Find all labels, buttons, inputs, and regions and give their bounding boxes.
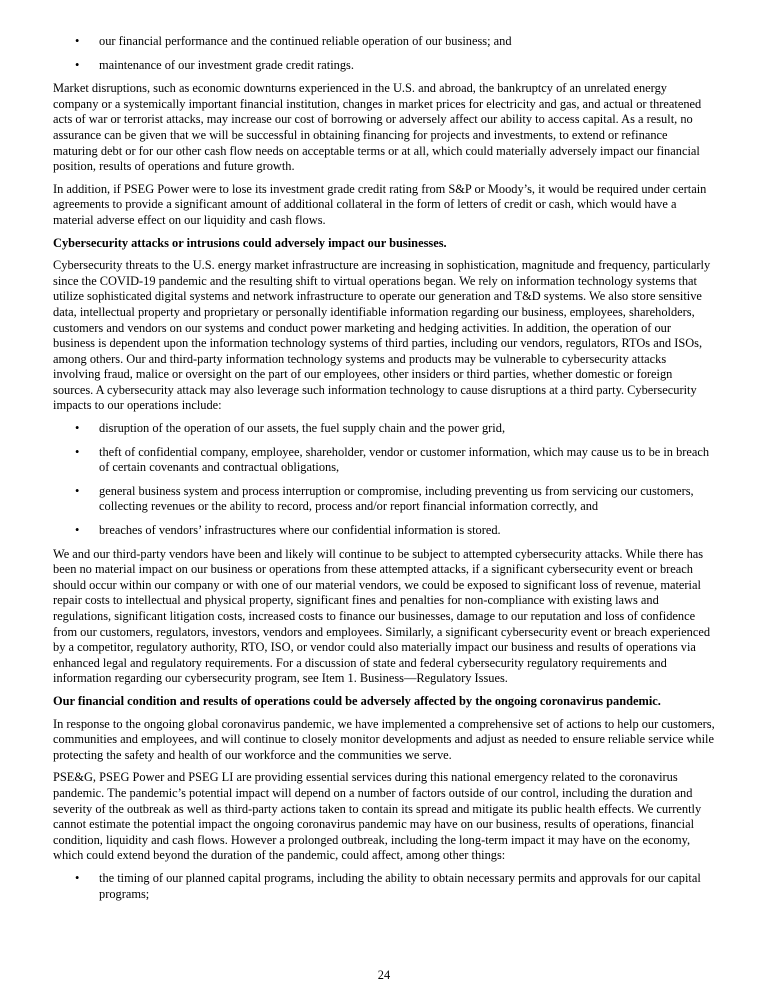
bullet-icon: • bbox=[75, 870, 80, 885]
bullet-icon: • bbox=[75, 483, 80, 498]
bullet-icon: • bbox=[75, 57, 80, 72]
list-item bbox=[53, 34, 715, 50]
section-heading: Our financial condition and results of operations could be adversely affected by the ongoing coronavirus pandemic. bbox=[53, 693, 661, 708]
list-item-text: theft of confidential company, employee, shareholder, vendor or customer information, which may cause us to be in breach of certain covenants and contractual obligations, bbox=[99, 444, 710, 475]
list-item-text: general business system and process interruption or compromise, including preventing us from servicing our customers, collecting revenues or the ability to record, process and/or report financial information correctly, and bbox=[99, 483, 694, 514]
paragraph: Cybersecurity threats to the U.S. energy market infrastructure are increasing in sophistication, magnitude and frequency, particularly since the COVID-19 pandemic and the resulting shift to virtual operations began. We rely on information technology systems that utilize sophisticated digital systems and network infrastructure to operate our generation and T&D systems. We also store sensitive data, intellectual property and proprietary or personally identifiable information regarding our business, employees, shareholders, customers and vendors on our systems and conduct power marketing and hedging activities. In addition, the operation of our business is dependent upon the information technology systems of third parties, including our vendors, regulators, RTOs and ISOs, among others. Our and third-party information technology systems and products may be vulnerable to cybersecurity attacks involving fraud, malice or oversight on the part of our employees, other insiders or third parties, whether domestic or foreign sources. A cybersecurity attack may also leverage such information technology to cause disruptions at a third party. Cybersecurity impacts to our operations include: bbox=[53, 258, 711, 413]
paragraph: In response to the ongoing global coronavirus pandemic, we have implemented a comprehensive set of actions to help our customers, communities and employees, and will continue to closely monitor developments and adjust as needed to ensure reliable service while protecting the safety and health of our workforce and the communities we serve. bbox=[53, 716, 715, 762]
section-heading: Cybersecurity attacks or intrusions could adversely impact our businesses. bbox=[53, 235, 447, 250]
list-item bbox=[53, 58, 715, 74]
bullet-icon: • bbox=[75, 421, 80, 436]
paragraph: We and our third-party vendors have been and likely will continue to be subject to attempted cybersecurity attacks. While there has been no material impact on our business or operations from these attempted attacks, if a significant cybersecurity event or breach should occur within our company or with one of our material vendors, we could be exposed to significant loss of revenue, material repair costs to intellectual and physical property, significant fines and penalties for non-compliance with existing laws and regulations, significant litigation costs, increased costs to finance our businesses, damage to our reputation and loss of confidence from our customers, regulators, investors, vendors and employees. Similarly, a significant cybersecurity event or breach experienced by a competitor, regulatory authority, RTO, ISO, or vendor could also materially impact our business and results of operations via enhanced legal and regulatory requirements. For a discussion of state and federal cybersecurity regulatory requirements and information regarding our cybersecurity program, see Item 1. Business—Regulatory Issues. bbox=[53, 546, 711, 686]
paragraph: PSE&G, PSEG Power and PSEG LI are providing essential services during this national emergency related to the coronavirus pandemic. The pandemic’s potential impact will depend on a number of factors outside of our control, including the duration and severity of the outbreak as well as third-party actions taken to contain its spread and mitigate its public health effects. We currently cannot estimate the potential impact the ongoing coronavirus pandemic may have on our business, results of operations, financial condition, liquidity and cash flows. However a prolonged outbreak, including the long-term impact it may have on the economy, which could extend beyond the duration of the pandemic, could affect, among other things: bbox=[53, 770, 702, 863]
bullet-list bbox=[53, 34, 715, 73]
list-item bbox=[53, 484, 715, 515]
bullet-icon: • bbox=[75, 523, 80, 538]
list-item-text: our financial performance and the continued reliable operation of our business; and bbox=[99, 34, 512, 48]
paragraph: In addition, if PSEG Power were to lose its investment grade credit rating from S&P or Moody’s, it would be required under certain agreements to provide a significant amount of additional collateral in the form of letters of credit or cash, which would have a material adverse effect on our liquidity and cash flows. bbox=[53, 181, 707, 227]
paragraph: Market disruptions, such as economic downturns experienced in the U.S. and abroad, the bankruptcy of an unrelated energy company or a systemically important financial institution, changes in market prices for electricity and gas, and actual or threatened acts of war or terrorist attacks, may increase our cost of borrowing or adversely affect our ability to access capital. As a result, no assurance can be given that we will be successful in obtaining financing for projects and investments, to extend or refinance maturing debt or for our other cash flow needs on acceptable terms or at all, which could materially adversely impact our financial position, results of operations and future growth. bbox=[53, 81, 702, 174]
list-item-text: breaches of vendors’ infrastructures where our confidential information is stored. bbox=[99, 523, 501, 538]
bullet-list bbox=[53, 421, 715, 539]
list-item-text: maintenance of our investment grade credit ratings. bbox=[99, 57, 354, 72]
list-item bbox=[53, 445, 715, 476]
document-body bbox=[53, 34, 715, 910]
bullet-list bbox=[53, 871, 715, 902]
list-item bbox=[53, 523, 715, 539]
list-item-text: disruption of the operation of our assets, the fuel supply chain and the power grid, bbox=[99, 421, 506, 436]
bullet-icon: • bbox=[75, 34, 80, 48]
list-item-text: the timing of our planned capital programs, including the ability to obtain necessary permits and approvals for our capital programs; bbox=[99, 870, 701, 901]
bullet-icon: • bbox=[75, 444, 80, 459]
list-item bbox=[53, 871, 715, 902]
list-item bbox=[53, 421, 715, 437]
page-number: 24 bbox=[377, 968, 391, 982]
